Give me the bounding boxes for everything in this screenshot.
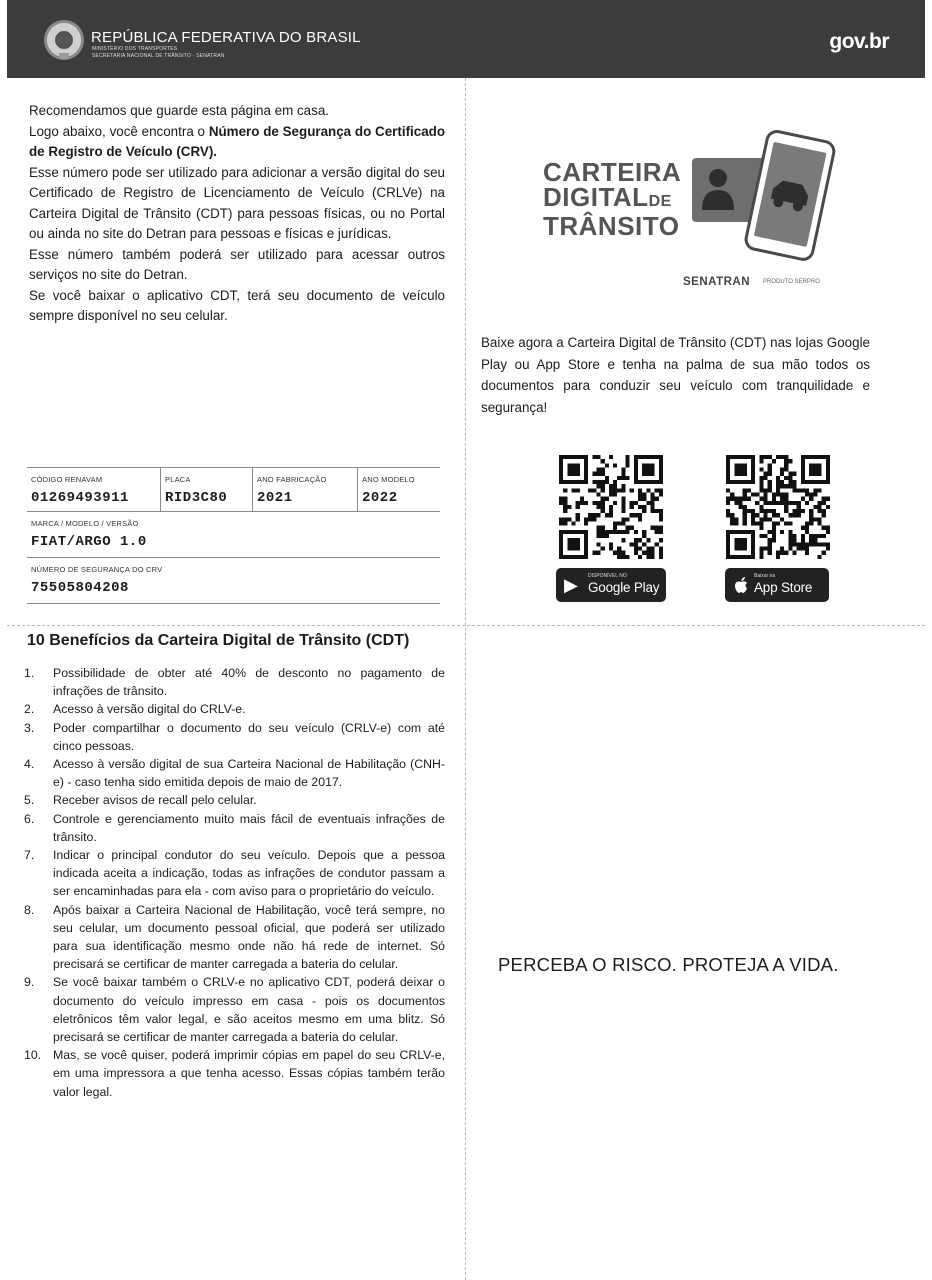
benefit-number: 6. xyxy=(24,811,35,826)
benefit-item xyxy=(24,791,445,809)
google-play-qr-code[interactable] xyxy=(558,455,664,559)
vehicle-row-security xyxy=(27,558,440,604)
intro-line: Se você baixar o aplicativo CDT, terá seu documento de veículo sempre disponível no seu celular. xyxy=(29,287,445,323)
renavam-cell xyxy=(27,468,160,511)
play-icon: ▶ xyxy=(564,575,578,595)
benefit-number: 8. xyxy=(24,902,35,917)
coat-of-arms-logo xyxy=(44,20,84,60)
header-title: REPÚBLICA FEDERATIVA DO BRASIL xyxy=(91,29,361,46)
benefit-item xyxy=(24,846,445,901)
horizontal-cut-line xyxy=(7,625,925,626)
renavam-value: 01269493911 xyxy=(31,490,129,506)
benefit-item xyxy=(24,700,445,718)
senatran-label: SENATRAN xyxy=(683,276,751,288)
benefit-number: 9. xyxy=(24,975,35,990)
cdt-logo-word: DIGITAL xyxy=(543,182,649,212)
intro-text xyxy=(29,101,445,327)
ano-fabricacao-label: ANO FABRICAÇÃO xyxy=(257,475,327,484)
header-subtitle-ministry: MINISTÉRIO DOS TRANSPORTES xyxy=(92,46,178,52)
benefit-item xyxy=(24,1046,445,1101)
intro-line: Esse número também poderá ser utilizado para acessar outros serviços no site do Detran. xyxy=(29,246,445,282)
cdt-logo-line: CARTEIRA xyxy=(543,157,682,187)
cdt-logo-line xyxy=(543,182,681,214)
benefit-number: 3. xyxy=(24,720,35,735)
ano-modelo-value: 2022 xyxy=(362,490,398,506)
seguranca-label: NÚMERO DE SEGURANÇA DO CRV xyxy=(31,565,163,574)
intro-line xyxy=(29,122,445,163)
seguranca-value: 75505804208 xyxy=(31,580,129,596)
benefit-text: Possibilidade de obter até 40% de desconto no pagamento de infrações de trânsito. xyxy=(53,666,445,699)
benefit-item xyxy=(24,973,445,1046)
slogan: PERCEBA O RISCO. PROTEJA A VIDA. xyxy=(498,954,839,975)
cdt-logo-small: DE xyxy=(648,193,672,210)
benefits-title: 10 Benefícios da Carteira Digital de Trânsito (CDT) xyxy=(27,632,410,649)
benefit-item xyxy=(24,719,445,755)
header-subtitle-secretariat: SECRETARIA NACIONAL DE TRÂNSITO - SENATRAN xyxy=(92,53,225,59)
benefit-item xyxy=(24,901,445,974)
cdt-logo xyxy=(543,157,682,241)
page-header xyxy=(7,0,925,78)
apple-icon xyxy=(734,576,748,594)
benefit-item xyxy=(24,810,445,846)
benefit-text: Poder compartilhar o documento do seu veículo (CRLV-e) com até cinco pessoas. xyxy=(53,720,445,753)
benefit-text: Indicar o principal condutor do seu veículo. Depois que a pessoa indicada aceita a indicação, todas as infrações de condutor passam a ser encaminhadas para ela - com aviso para o proprietário do veículo. xyxy=(53,848,445,899)
app-store-small-text: Baixar na xyxy=(754,573,776,579)
produto-serpro-label: PRODUTO SERPRO xyxy=(763,279,820,285)
benefit-number: 7. xyxy=(24,848,35,863)
benefit-item xyxy=(24,755,445,791)
benefit-number: 4. xyxy=(24,757,35,772)
benefit-text: Acesso à versão digital do CRLV-e. xyxy=(53,702,246,717)
google-play-badge[interactable] xyxy=(556,568,666,602)
benefit-number: 5. xyxy=(24,793,35,808)
google-play-small-text: DISPONÍVEL NO xyxy=(588,573,627,579)
phone-illustration-icon xyxy=(688,130,838,265)
app-store-text: App Store xyxy=(754,580,813,595)
ano-fabricacao-value: 2021 xyxy=(257,490,293,506)
vehicle-data-table xyxy=(27,467,440,604)
benefits-list xyxy=(24,664,445,1101)
benefit-number: 2. xyxy=(24,702,35,717)
ano-modelo-cell xyxy=(357,468,440,511)
placa-label: PLACA xyxy=(165,475,191,484)
cdt-logo-line: TRÂNSITO xyxy=(543,211,680,241)
vehicle-row-model xyxy=(27,512,440,558)
benefit-text: Acesso à versão digital de sua Carteira Nacional de Habilitação (CNH-e) - caso tenha sido emitida depois de maio de 2017. xyxy=(53,757,445,790)
cdt-download-text: Baixe agora a Carteira Digital de Trânsito (CDT) nas lojas Google Play ou App Store e tenha na palma de sua mão todos os documentos para conduzir seu veículo com tranquilidade e segurança! xyxy=(481,335,870,415)
intro-line-text: Logo abaixo, você encontra o xyxy=(29,123,209,139)
placa-value: RID3C80 xyxy=(165,490,228,506)
benefit-text: Controle e gerenciamento muito mais fácil de eventuais infrações de trânsito. xyxy=(53,811,445,844)
benefit-text: Se você baixar também o CRLV-e no aplicativo CDT, poderá deixar o documento do veículo impresso em casa - pois os documentos eletrônicos têm valor legal, e são aceitos mesmo em uma blitz. Só precisará se certificar de manter carregada a bateria do celular. xyxy=(53,975,445,1045)
placa-cell xyxy=(160,468,252,511)
renavam-label: CÓDIGO RENAVAM xyxy=(31,475,103,484)
marca-label: MARCA / MODELO / VERSÃO xyxy=(31,519,139,528)
benefit-number: 1. xyxy=(24,666,35,680)
intro-line-bold: Número de Segurança do Certificado de Registro de Veículo (CRV). xyxy=(29,123,445,159)
benefit-text: Após baixar a Carteira Nacional de Habilitação, você terá sempre, no seu celular, um documento pessoal oficial, que poderá ser utilizado para sua identificação mesmo onde não há rede de internet. Só precisará se certificar de manter carregada a bateria do celular. xyxy=(53,902,445,972)
google-play-text: Google Play xyxy=(588,580,660,595)
vertical-cut-line xyxy=(465,78,466,1280)
marca-value: FIAT/ARGO 1.0 xyxy=(31,534,147,550)
benefit-text: Receber avisos de recall pelo celular. xyxy=(53,793,257,808)
benefit-item xyxy=(24,664,445,700)
benefit-text: Mas, se você quiser, poderá imprimir cópias em papel do seu CRLV-e, em uma impressora a que tenha acesso. Essas cópias também terão valor legal. xyxy=(53,1048,445,1099)
app-store-badge[interactable] xyxy=(725,568,829,602)
govbr-logo: gov.br xyxy=(829,30,889,53)
benefit-number: 10. xyxy=(24,1048,42,1063)
intro-line: Recomendamos que guarde esta página em casa. xyxy=(29,103,329,118)
intro-line: Esse número pode ser utilizado para adicionar a versão digital do seu Certificado de Registro de Licenciamento de Veículo (CRLVe) na Carteira Digital de Trânsito (CDT) para pessoas físicas, ou no Portal ou ainda no site do Detran para pessoas e físicas e jurídicas. xyxy=(29,164,445,241)
app-store-qr-code[interactable] xyxy=(725,455,831,559)
ano-fabricacao-cell xyxy=(252,468,357,511)
vehicle-row-ids xyxy=(27,467,440,512)
ano-modelo-label: ANO MODELO xyxy=(362,475,415,484)
